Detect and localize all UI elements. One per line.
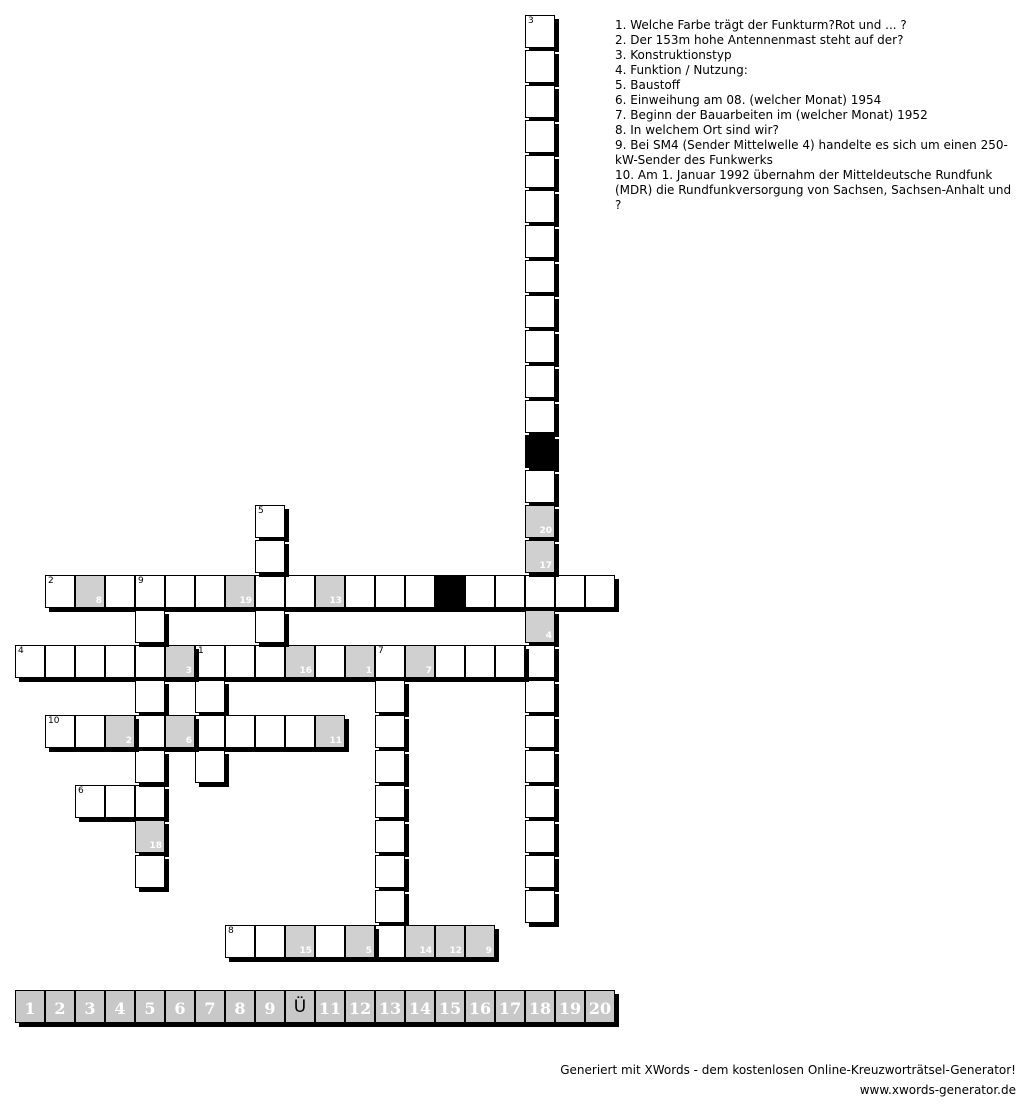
solution-letter: Ü: [293, 997, 307, 1017]
solution-letter-cell[interactable]: [285, 925, 315, 958]
solution-index: 13: [329, 596, 342, 606]
crossword-cell[interactable]: [75, 785, 105, 818]
crossword-cell[interactable]: [285, 575, 315, 608]
clue-number: 9: [138, 576, 144, 586]
solution-box-number: 20: [588, 999, 612, 1018]
solution-box-number: 8: [234, 999, 246, 1018]
solution-box[interactable]: [555, 990, 585, 1023]
crossword-cell[interactable]: [525, 50, 555, 83]
solution-index: 18: [149, 841, 162, 851]
crossword-cell[interactable]: [45, 715, 75, 748]
crossword-cell[interactable]: [525, 750, 555, 783]
crossword-cell[interactable]: [255, 715, 285, 748]
solution-index: 12: [449, 946, 462, 956]
solution-index: 2: [125, 736, 132, 746]
crossword-cell[interactable]: [585, 575, 615, 608]
crossword-cell[interactable]: [525, 680, 555, 713]
crossword-cell[interactable]: [195, 645, 225, 678]
solution-letter-cell[interactable]: [405, 645, 435, 678]
crossword-cell[interactable]: [525, 225, 555, 258]
crossword-cell[interactable]: [525, 155, 555, 188]
crossword-cell[interactable]: [135, 855, 165, 888]
solution-box[interactable]: [435, 990, 465, 1023]
crossword-cell[interactable]: [45, 575, 75, 608]
solution-letter-cell[interactable]: [285, 645, 315, 678]
crossword-cell[interactable]: [195, 680, 225, 713]
crossword-cell[interactable]: [525, 295, 555, 328]
generator-credit: Generiert mit XWords - dem kostenlosen Online-Kreuzworträtsel-Generator!: [560, 1063, 1016, 1077]
crossword-cell[interactable]: [525, 120, 555, 153]
clue-item: 1. Welche Farbe trägt der Funkturm?Rot und ... ?: [615, 18, 907, 32]
clue-item: 9. Bei SM4 (Sender Mittelwelle 4) handelte es sich um einen 250-kW-Sender des Funkwerks: [615, 138, 1008, 167]
solution-box-number: 17: [498, 999, 522, 1018]
solution-letter-cell[interactable]: [345, 645, 375, 678]
solution-index: 4: [545, 631, 552, 641]
crossword-cell[interactable]: [375, 575, 405, 608]
crossword-cell[interactable]: [375, 785, 405, 818]
clue-item: 8. In welchem Ort sind wir?: [615, 123, 779, 137]
crossword-cell[interactable]: [375, 855, 405, 888]
crossword-cell[interactable]: [525, 855, 555, 888]
crossword-cell[interactable]: [15, 645, 45, 678]
crossword-cell[interactable]: [375, 820, 405, 853]
crossword-cell[interactable]: [525, 715, 555, 748]
crossword-cell[interactable]: [225, 645, 255, 678]
solution-box[interactable]: [345, 990, 375, 1023]
crossword-cell[interactable]: [135, 715, 165, 748]
solution-index: 7: [425, 666, 432, 676]
crossword-cell[interactable]: [255, 645, 285, 678]
crossword-cell[interactable]: [135, 785, 165, 818]
crossword-cell[interactable]: [255, 610, 285, 643]
solution-box-number: 7: [204, 999, 216, 1018]
crossword-cell[interactable]: [195, 715, 225, 748]
solution-letter-cell[interactable]: [345, 925, 375, 958]
solution-index: 5: [365, 946, 372, 956]
crossword-cell[interactable]: [45, 645, 75, 678]
solution-box-number: 11: [318, 999, 342, 1018]
clue-item: 7. Beginn der Bauarbeiten im (welcher Monat) 1952: [615, 108, 928, 122]
crossword-cell[interactable]: [525, 190, 555, 223]
crossword-cell[interactable]: [435, 645, 465, 678]
crossword-cell[interactable]: [135, 750, 165, 783]
clue-item: 10. Am 1. Januar 1992 übernahm der Mitteldeutsche Rundfunk (MDR) die Rundfunkversorgung von Sachsen, Sachsen-Anhalt und ?: [615, 168, 1012, 212]
crossword-cell[interactable]: [525, 400, 555, 433]
solution-index: 1: [365, 666, 372, 676]
solution-box-number: 16: [468, 999, 492, 1018]
solution-index: 6: [185, 736, 192, 746]
crossword-cell[interactable]: [375, 925, 405, 958]
crossword-cell[interactable]: [225, 715, 255, 748]
crossword-cell[interactable]: [495, 575, 525, 608]
crossword-cell[interactable]: [525, 15, 555, 48]
clue-number: 10: [48, 716, 60, 726]
solution-box-number: 19: [558, 999, 582, 1018]
solution-letter-cell[interactable]: [435, 925, 465, 958]
crossword-cell[interactable]: [525, 575, 555, 608]
crossword-cell[interactable]: [225, 925, 255, 958]
crossword-cell[interactable]: [195, 750, 225, 783]
clue-item: 4. Funktion / Nutzung:: [615, 63, 748, 77]
solution-box[interactable]: [465, 990, 495, 1023]
clue-number: 6: [78, 786, 84, 796]
crossword-cell[interactable]: [375, 645, 405, 678]
solution-box[interactable]: [225, 990, 255, 1023]
clue-number: 2: [48, 576, 54, 586]
solution-index: 8: [95, 596, 102, 606]
solution-box[interactable]: [45, 990, 75, 1023]
solution-box[interactable]: [375, 990, 405, 1023]
crossword-cell[interactable]: [255, 575, 285, 608]
blocked-cell: [435, 575, 465, 608]
solution-box[interactable]: [525, 990, 555, 1023]
crossword-cell[interactable]: [525, 365, 555, 398]
solution-box[interactable]: [165, 990, 195, 1023]
crossword-cell[interactable]: [525, 85, 555, 118]
crossword-cell[interactable]: [315, 925, 345, 958]
crossword-cell[interactable]: [105, 575, 135, 608]
solution-index: 9: [485, 946, 492, 956]
solution-box-number: 9: [264, 999, 276, 1018]
solution-box-number: 18: [528, 999, 552, 1018]
solution-box-number: 4: [114, 999, 126, 1018]
clue-number: 3: [528, 16, 534, 26]
solution-index: 15: [299, 946, 312, 956]
generator-url[interactable]: www.xwords-generator.de: [859, 1083, 1016, 1097]
solution-box-number: 14: [408, 999, 432, 1018]
solution-letter-cell[interactable]: [315, 575, 345, 608]
solution-letter-cell[interactable]: [225, 575, 255, 608]
solution-box-number: 12: [348, 999, 372, 1018]
crossword-cell[interactable]: [525, 260, 555, 293]
solution-letter-cell[interactable]: [405, 925, 435, 958]
solution-box-number: 1: [24, 999, 36, 1018]
solution-box[interactable]: [135, 990, 165, 1023]
crossword-cell[interactable]: [495, 645, 525, 678]
solution-letter-cell[interactable]: [105, 715, 135, 748]
solution-letter-cell[interactable]: [315, 715, 345, 748]
solution-box[interactable]: [15, 990, 45, 1023]
solution-box[interactable]: [105, 990, 135, 1023]
clue-number: 8: [228, 926, 234, 936]
crossword-cell[interactable]: [525, 785, 555, 818]
solution-box[interactable]: [195, 990, 225, 1023]
solution-letter-cell[interactable]: [465, 925, 495, 958]
solution-box[interactable]: [315, 990, 345, 1023]
crossword-cell[interactable]: [135, 575, 165, 608]
clue-number: 5: [258, 506, 264, 516]
clue-list: [615, 18, 1020, 213]
crossword-cell[interactable]: [135, 610, 165, 643]
blocked-cell: [525, 435, 555, 468]
solution-index: 11: [329, 736, 342, 746]
crossword-cell[interactable]: [105, 785, 135, 818]
solution-letter-cell[interactable]: [525, 540, 555, 573]
crossword-cell[interactable]: [165, 575, 195, 608]
crossword-cell[interactable]: [525, 470, 555, 503]
solution-box-number: 3: [84, 999, 96, 1018]
crossword-cell[interactable]: [375, 750, 405, 783]
solution-box[interactable]: [285, 990, 315, 1023]
solution-letter-cell[interactable]: [165, 715, 195, 748]
crossword-cell[interactable]: [465, 575, 495, 608]
solution-box[interactable]: [495, 990, 525, 1023]
clue-number: 7: [378, 646, 384, 656]
solution-box[interactable]: [585, 990, 615, 1023]
crossword-cell[interactable]: [375, 680, 405, 713]
crossword-cell[interactable]: [135, 645, 165, 678]
crossword-cell[interactable]: [285, 715, 315, 748]
crossword-cell[interactable]: [525, 330, 555, 363]
clue-item: 3. Konstruktionstyp: [615, 48, 732, 62]
clue-item: 5. Baustoff: [615, 78, 681, 92]
crossword-cell[interactable]: [525, 645, 555, 678]
solution-letter-cell[interactable]: [135, 820, 165, 853]
crossword-cell[interactable]: [255, 540, 285, 573]
crossword-cell[interactable]: [375, 890, 405, 923]
crossword-cell[interactable]: [255, 505, 285, 538]
solution-index: 17: [539, 561, 552, 571]
crossword-cell[interactable]: [375, 715, 405, 748]
crossword-cell[interactable]: [75, 645, 105, 678]
clue-item: 2. Der 153m hohe Antennenmast steht auf der?: [615, 33, 904, 47]
solution-letter-cell[interactable]: [165, 645, 195, 678]
solution-letter-cell[interactable]: [525, 610, 555, 643]
crossword-cell[interactable]: [465, 645, 495, 678]
solution-box-number: 6: [174, 999, 186, 1018]
crossword-cell[interactable]: [75, 715, 105, 748]
crossword-cell[interactable]: [255, 925, 285, 958]
crossword-cell[interactable]: [195, 575, 225, 608]
clue-number: 1: [198, 646, 204, 656]
crossword-cell[interactable]: [315, 645, 345, 678]
solution-box-number: 2: [54, 999, 66, 1018]
crossword-cell[interactable]: [345, 575, 375, 608]
solution-box[interactable]: [255, 990, 285, 1023]
solution-letter-cell[interactable]: [75, 575, 105, 608]
solution-index: 19: [239, 596, 252, 606]
solution-index: 20: [539, 526, 552, 536]
solution-index: 14: [419, 946, 432, 956]
solution-index: 3: [185, 666, 192, 676]
crossword-cell[interactable]: [405, 575, 435, 608]
solution-index: 16: [299, 666, 312, 676]
clue-item: 6. Einweihung am 08. (welcher Monat) 1954: [615, 93, 882, 107]
crossword-cell[interactable]: [525, 820, 555, 853]
clue-number: 4: [18, 646, 24, 656]
solution-box-number: 13: [378, 999, 402, 1018]
solution-box[interactable]: [405, 990, 435, 1023]
solution-letter-cell[interactable]: [525, 505, 555, 538]
crossword-cell[interactable]: [525, 890, 555, 923]
solution-box-number: 15: [438, 999, 462, 1018]
solution-box-number: 5: [144, 999, 156, 1018]
crossword-cell[interactable]: [555, 575, 585, 608]
crossword-cell[interactable]: [105, 645, 135, 678]
solution-box[interactable]: [75, 990, 105, 1023]
crossword-cell[interactable]: [135, 680, 165, 713]
